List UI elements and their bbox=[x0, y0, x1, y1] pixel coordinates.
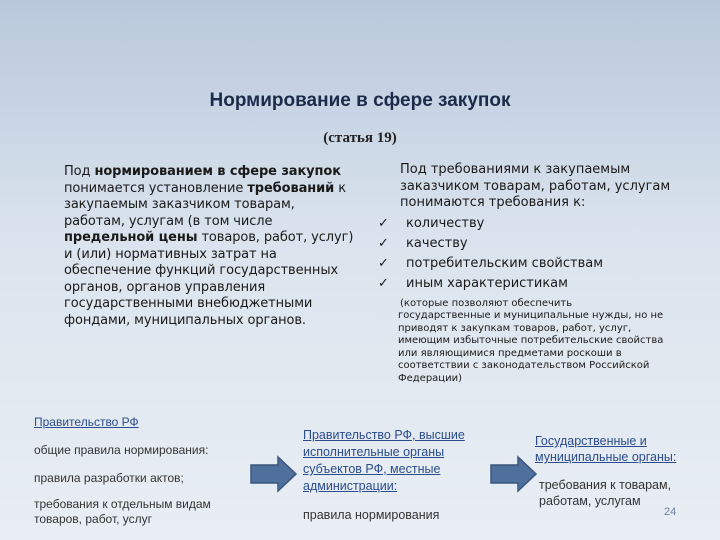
checklist-item-label: количеству bbox=[406, 216, 485, 231]
product-requirements-item: требования к отдельным видам товаров, работ, услуг bbox=[34, 497, 211, 526]
requirements-definition bbox=[372, 162, 672, 385]
right-arrow-icon bbox=[250, 455, 298, 493]
checklist-item-label: качеству bbox=[406, 236, 468, 251]
checkmark-icon: ✓ bbox=[378, 276, 389, 291]
page-number: 24 bbox=[664, 506, 677, 518]
checklist-item-label: иным характеристикам bbox=[406, 276, 568, 291]
checkmark-icon: ✓ bbox=[378, 236, 389, 251]
checklist-item bbox=[372, 214, 672, 234]
state-municipal-bodies-link[interactable]: Государственные и муниципальные органы: bbox=[535, 434, 677, 464]
product-requirements-item: требования к товарам, работам, услугам bbox=[539, 478, 672, 508]
definition-text: товаров, работ, услуг) и (или) нормативных затрат на обеспечение функций государственных органов, органов управления государственными внебюджетными фондами, муниципальных органов. bbox=[64, 230, 354, 328]
government-rf-block bbox=[34, 415, 249, 527]
checklist-item bbox=[372, 234, 672, 254]
right-arrow-icon bbox=[490, 455, 538, 493]
definition-text: к закупаемым заказчиком товарам, работам, услугам (в том числе bbox=[64, 180, 346, 229]
checkmark-icon: ✓ bbox=[378, 256, 389, 271]
requirements-note bbox=[372, 298, 666, 386]
normirovanie-rules-item: правила нормирования bbox=[303, 508, 440, 522]
government-rf-link[interactable]: Правительство РФ bbox=[34, 415, 139, 429]
definition-text: понимается установление bbox=[64, 180, 248, 196]
definition-term-trebovaniy: требований bbox=[247, 180, 335, 196]
note-rest: государственные и муниципальные нужды, но не приводят к закупкам товаров, работ, услуг, имеющим избыточные потребительские свойства или являющимися предметами роскоши в соответствии с законодательством Российской Федерации) bbox=[398, 310, 664, 384]
checklist-item bbox=[372, 274, 672, 294]
checkmark-icon: ✓ bbox=[378, 216, 389, 231]
general-rules-item: общие правила нормирования: bbox=[34, 443, 209, 457]
checklist-item bbox=[372, 254, 672, 274]
definition-term-predelnoy-tseny: предельной цены bbox=[64, 230, 198, 245]
regional-authorities-link[interactable]: Правительство РФ, высшие исполнительные органы субъектов РФ, местные администрации: bbox=[303, 428, 465, 493]
slide-subtitle: (статья 19) bbox=[323, 130, 397, 146]
normirovanie-definition bbox=[64, 164, 354, 329]
state-municipal-bodies-block bbox=[535, 433, 705, 509]
requirements-intro: Под требованиями к закупаемым заказчиком товарам, работам, услугам понимаются требования к: bbox=[400, 162, 671, 210]
regional-authorities-block bbox=[303, 427, 503, 524]
requirements-checklist bbox=[372, 214, 672, 294]
acts-rules-item: правила разработки актов; bbox=[34, 471, 184, 485]
definition-term-normirovanie: нормированием в сфере закупок bbox=[94, 164, 341, 179]
checklist-item-label: потребительским свойствам bbox=[406, 256, 604, 271]
slide-title: Нормирование в сфере закупок bbox=[209, 90, 511, 111]
definition-text: Под bbox=[64, 164, 95, 179]
note-first-line: (которые позволяют обеспечить bbox=[400, 297, 573, 309]
